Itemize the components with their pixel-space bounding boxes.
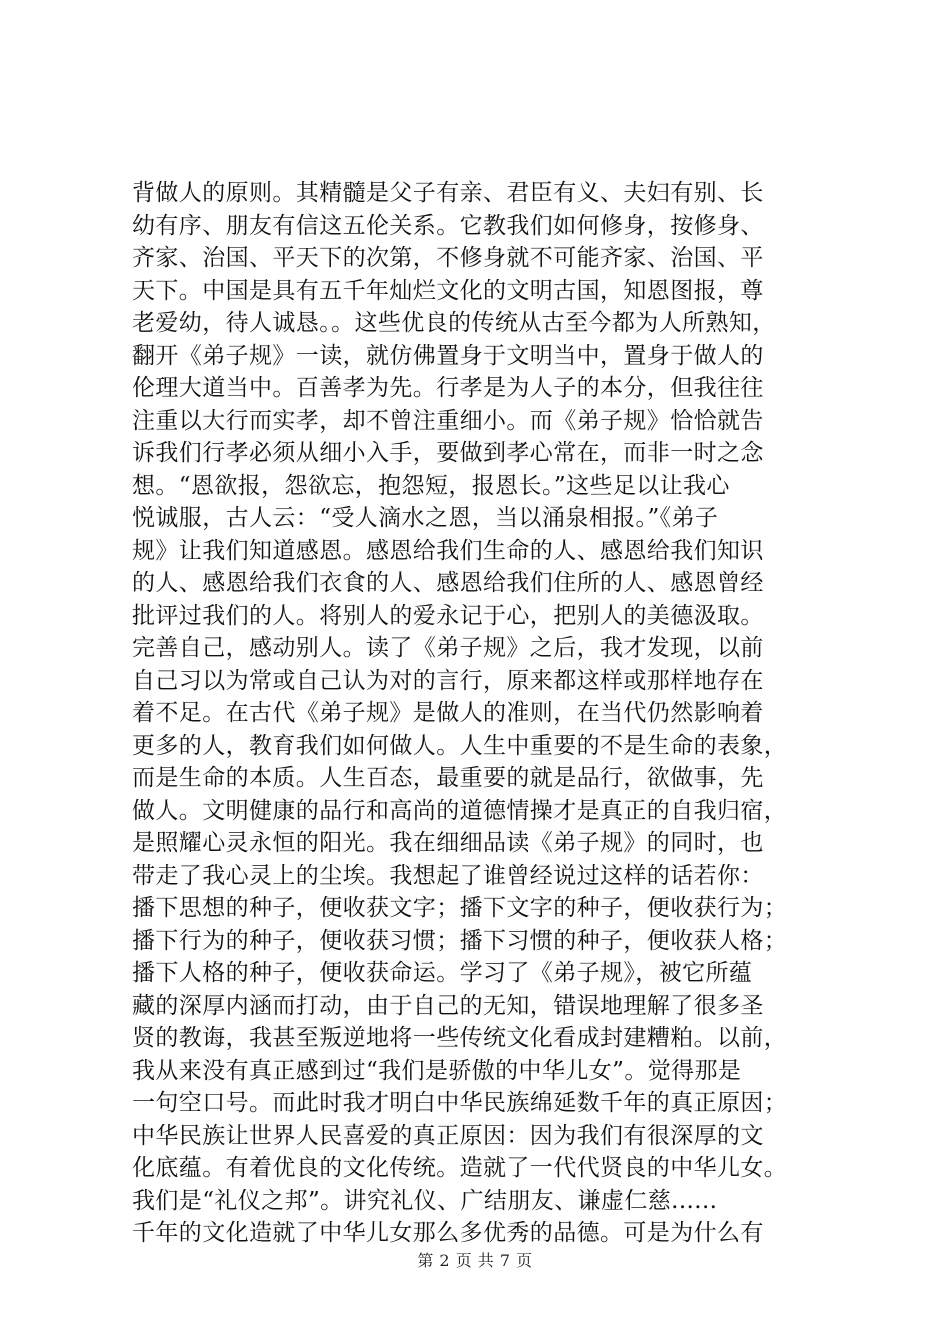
text-line: 天下。中国是具有五千年灿烂文化的文明古国，知恩图报，尊 bbox=[132, 277, 764, 304]
text-line: 的人、感恩给我们衣食的人、感恩给我们住所的人、感恩曾经 bbox=[132, 570, 764, 596]
body-text bbox=[132, 177, 832, 1250]
text-line: 一句空口号。而此时我才明白中华民族绵延数千年的真正原因； bbox=[132, 1090, 788, 1116]
page-number-footer: 第 2 页 共 7 页 bbox=[417, 1251, 533, 1270]
text-line: 我们是“礼仪之邦”。讲究礼仪、广结朋友、谦虚仁慈...... bbox=[132, 1187, 718, 1214]
text-line: 播下人格的种子，便收获命运。学习了《弟子规》，被它所蕴 bbox=[132, 960, 753, 986]
text-line: 规》让我们知道感恩。感恩给我们生命的人、感恩给我们知识 bbox=[132, 537, 764, 564]
text-line: 而是生命的本质。人生百态，最重要的就是品行，欲做事，先 bbox=[132, 765, 764, 791]
text-line: 化底蕴。有着优良的文化传统。造就了一代代贤良的中华儿女。 bbox=[132, 1155, 788, 1181]
text-line: 幼有序、朋友有信这五伦关系。它教我们如何修身，按修身、 bbox=[132, 212, 764, 239]
text-line: 贤的教诲，我甚至叛逆地将一些传统文化看成封建糟粕。以前， bbox=[132, 1025, 788, 1051]
text-line: 中华民族让世界人民喜爱的真正原因：因为我们有很深厚的文 bbox=[132, 1122, 764, 1149]
text-line: 伦理大道当中。百善孝为先。行孝是为人子的本分，但我往往 bbox=[132, 375, 764, 401]
text-line: 想。“恩欲报，怨欲忘，抱怨短，报恩长。”这些足以让我心 bbox=[132, 472, 730, 499]
text-line: 背做人的原则。其精髓是父子有亲、君臣有义、夫妇有别、长 bbox=[132, 180, 764, 206]
text-line: 播下思想的种子，便收获文字；播下文字的种子，便收获行为； bbox=[132, 895, 788, 921]
text-line: 更多的人，教育我们如何做人。人生中重要的不是生命的表象， bbox=[132, 732, 788, 759]
text-line: 翻开《弟子规》一读，就仿佛置身于文明当中，置身于做人的 bbox=[132, 342, 764, 369]
text-line: 着不足。在古代《弟子规》是做人的准则，在当代仍然影响着 bbox=[132, 700, 764, 726]
text-line: 做人。文明健康的品行和高尚的道德情操才是真正的自我归宿， bbox=[132, 797, 788, 824]
text-line: 播下行为的种子，便收获习惯；播下习惯的种子，便收获人格； bbox=[132, 927, 788, 954]
text-line: 注重以大行而实孝，却不曾注重细小。而《弟子规》恰恰就告 bbox=[132, 407, 764, 434]
text-line: 完善自己，感动别人。读了《弟子规》之后，我才发现，以前 bbox=[132, 635, 764, 661]
text-line: 齐家、治国、平天下的次第，不修身就不可能齐家、治国、平 bbox=[132, 245, 764, 271]
text-line: 我从来没有真正感到过“我们是骄傲的中华儿女”。觉得那是 bbox=[132, 1057, 742, 1084]
text-line: 藏的深厚内涵而打动，由于自己的无知，错误地理解了很多圣 bbox=[132, 992, 764, 1019]
text-line: 自己习以为常或自己认为对的言行，原来都这样或那样地存在 bbox=[132, 667, 764, 694]
text-line: 诉我们行孝必须从细小入手，要做到孝心常在，而非一时之念 bbox=[132, 440, 764, 466]
text-line: 老爱幼，待人诚恳。。这些优良的传统从古至今都为人所熟知， bbox=[132, 310, 776, 336]
text-line: 千年的文化造就了中华儿女那么多优秀的品德。可是为什么有 bbox=[132, 1220, 764, 1246]
text-line: 批评过我们的人。将别人的爱永记于心，把别人的美德汲取。 bbox=[132, 602, 764, 629]
text-line: 带走了我心灵上的尘埃。我想起了谁曾经说过这样的话若你： bbox=[132, 862, 764, 889]
text-line: 悦诚服，古人云：“受人滴水之恩，当以涌泉相报。”《弟子 bbox=[132, 505, 719, 531]
text-line: 是照耀心灵永恒的阳光。我在细细品读《弟子规》的同时，也 bbox=[132, 830, 764, 856]
